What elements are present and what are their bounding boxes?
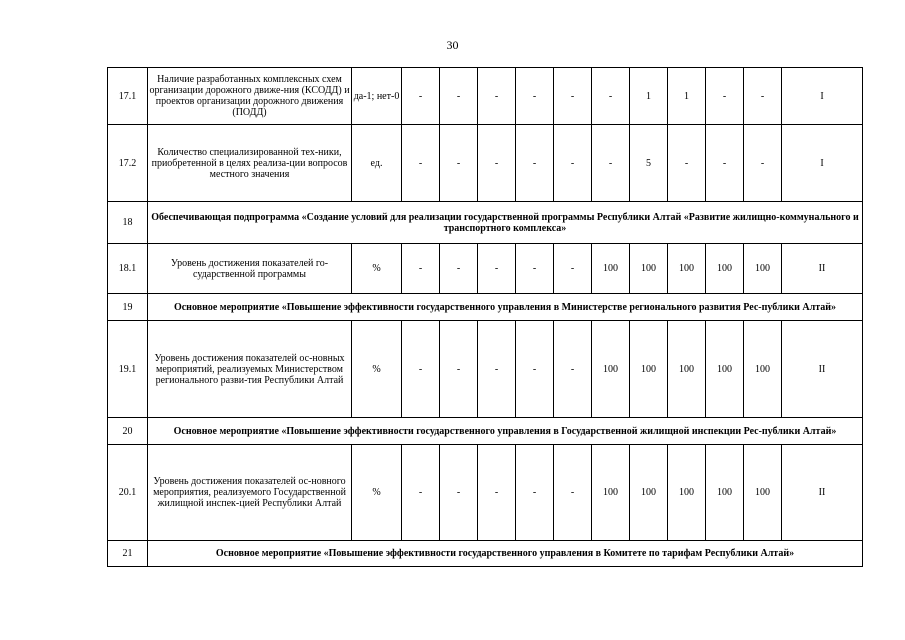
value-cell: -	[440, 321, 478, 418]
value-cell: 1	[630, 68, 668, 125]
table-row	[108, 244, 863, 294]
unit-cell: ед.	[352, 125, 402, 202]
table-row	[108, 125, 863, 202]
section-title: Обеспечивающая подпрограмма «Создание условий для реализации государственной программы Республики Алтай «Развитие жилищно-коммунального и транспортного комплекса»	[148, 202, 863, 244]
value-cell: -	[516, 321, 554, 418]
table-row	[108, 68, 863, 125]
value-cell: -	[440, 244, 478, 294]
value-cell: -	[554, 445, 592, 541]
row-number: 17.1	[108, 68, 148, 125]
value-cell: -	[478, 445, 516, 541]
value-cell: 100	[668, 321, 706, 418]
value-cell: 100	[592, 445, 630, 541]
value-cell: -	[554, 244, 592, 294]
section-header-row	[108, 202, 863, 244]
row-number: 18.1	[108, 244, 148, 294]
value-cell: -	[478, 244, 516, 294]
value-cell: -	[516, 445, 554, 541]
table-row	[108, 445, 863, 541]
type-code-cell: II	[782, 321, 863, 418]
value-cell: -	[554, 68, 592, 125]
indicators-table	[107, 67, 863, 567]
value-cell: 100	[744, 321, 782, 418]
row-number: 20	[108, 418, 148, 445]
value-cell: 100	[630, 321, 668, 418]
type-code-cell: II	[782, 244, 863, 294]
type-code-cell: I	[782, 68, 863, 125]
row-number: 17.2	[108, 125, 148, 202]
value-cell: -	[440, 68, 478, 125]
value-cell: 100	[592, 321, 630, 418]
value-cell: -	[402, 244, 440, 294]
section-title: Основное мероприятие «Повышение эффективности государственного управления в Комитете по тарифам Республики Алтай»	[148, 541, 863, 567]
value-cell: -	[744, 68, 782, 125]
value-cell: -	[744, 125, 782, 202]
value-cell: 100	[668, 445, 706, 541]
indicator-description: Количество специализированной тех-ники, приобретенной в целях реализа-ции вопросов местного значения	[148, 125, 352, 202]
value-cell: -	[706, 125, 744, 202]
row-number: 19	[108, 294, 148, 321]
type-code-cell: I	[782, 125, 863, 202]
value-cell: 100	[630, 445, 668, 541]
value-cell: -	[554, 321, 592, 418]
value-cell: -	[440, 125, 478, 202]
unit-cell: %	[352, 244, 402, 294]
row-number: 19.1	[108, 321, 148, 418]
page-number: 30	[446, 38, 459, 52]
section-header-row	[108, 418, 863, 445]
value-cell: -	[478, 321, 516, 418]
row-number: 20.1	[108, 445, 148, 541]
indicator-description: Уровень достижения показателей ос-новного мероприятия, реализуемого Государственной жилищной инспек-цией Республики Алтай	[148, 445, 352, 541]
value-cell: -	[516, 125, 554, 202]
value-cell: -	[478, 125, 516, 202]
value-cell: 100	[706, 445, 744, 541]
value-cell: -	[402, 321, 440, 418]
value-cell: -	[668, 125, 706, 202]
indicator-description: Наличие разработанных комплексных схем организации дорожного движе-ния (КСОДД) и проектов организации дорожного движения (ПОДД)	[148, 68, 352, 125]
table-row	[108, 321, 863, 418]
value-cell: -	[516, 68, 554, 125]
value-cell: 1	[668, 68, 706, 125]
indicator-description: Уровень достижения показателей го-сударственной программы	[148, 244, 352, 294]
value-cell: -	[592, 68, 630, 125]
value-cell: 5	[630, 125, 668, 202]
value-cell: -	[440, 445, 478, 541]
unit-cell: %	[352, 321, 402, 418]
value-cell: -	[402, 68, 440, 125]
row-number: 21	[108, 541, 148, 567]
value-cell: 100	[630, 244, 668, 294]
value-cell: 100	[744, 244, 782, 294]
value-cell: 100	[592, 244, 630, 294]
unit-cell: %	[352, 445, 402, 541]
value-cell: 100	[706, 244, 744, 294]
value-cell: -	[478, 68, 516, 125]
row-number: 18	[108, 202, 148, 244]
value-cell: -	[402, 445, 440, 541]
value-cell: 100	[668, 244, 706, 294]
section-title: Основное мероприятие «Повышение эффективности государственного управления в Министерстве регионального развития Рес-публики Алтай»	[148, 294, 863, 321]
value-cell: -	[516, 244, 554, 294]
type-code-cell: II	[782, 445, 863, 541]
section-header-row	[108, 294, 863, 321]
value-cell: -	[402, 125, 440, 202]
value-cell: -	[706, 68, 744, 125]
section-header-row	[108, 541, 863, 567]
value-cell: 100	[706, 321, 744, 418]
section-title: Основное мероприятие «Повышение эффективности государственного управления в Государственной жилищной инспекции Рес-публики Алтай»	[148, 418, 863, 445]
value-cell: 100	[744, 445, 782, 541]
value-cell: -	[554, 125, 592, 202]
indicator-description: Уровень достижения показателей ос-новных мероприятий, реализуемых Министерством регионального разви-тия Республики Алтай	[148, 321, 352, 418]
unit-cell: да-1; нет-0	[352, 68, 402, 125]
value-cell: -	[592, 125, 630, 202]
